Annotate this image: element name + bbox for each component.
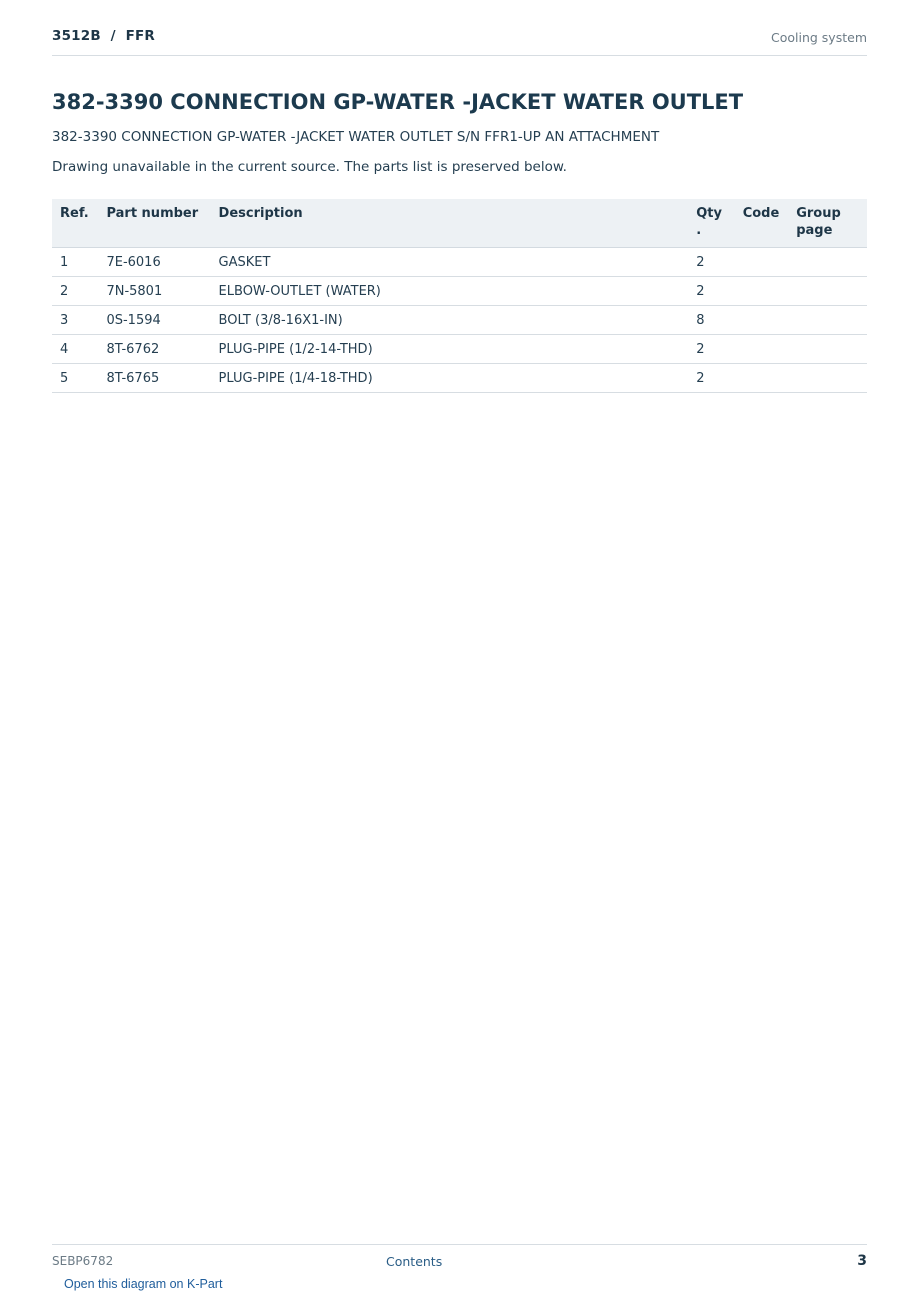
cell-qty: 2 [688,248,734,277]
table-row [52,335,867,364]
page-footer [52,1244,867,1301]
drawing-note: Drawing unavailable in the current source. The parts list is preserved below. [52,159,567,175]
cell-part-number: 0S-1594 [98,306,210,335]
contents-link[interactable]: Contents [386,1254,443,1269]
table-row [52,364,867,393]
cell-group-page [788,364,867,393]
cell-ref: 3 [52,306,98,335]
cell-qty: 2 [688,335,734,364]
page-title: 382-3390 CONNECTION GP-WATER -JACKET WATER OUTLET [52,90,744,114]
parts-table-body [52,248,867,393]
page-subtitle: 382-3390 CONNECTION GP-WATER -JACKET WATER OUTLET S/N FFR1-UP AN ATTACHMENT [52,129,660,145]
cell-group-page [788,248,867,277]
column-header-description: Description [211,199,689,248]
column-header-qty: Qty . [688,199,734,248]
breadcrumb: 3512B / FFR [52,28,156,44]
cell-group-page [788,335,867,364]
table-row [52,248,867,277]
cell-part-number: 8T-6762 [98,335,210,364]
cell-ref: 4 [52,335,98,364]
parts-table [52,199,867,393]
document-page [52,0,867,1300]
cell-qty: 2 [688,277,734,306]
cell-ref: 2 [52,277,98,306]
cell-code [735,335,789,364]
cell-part-number: 7N-5801 [98,277,210,306]
cell-description: BOLT (3/8-16X1-IN) [211,306,689,335]
cell-code [735,248,789,277]
open-kpart-link[interactable]: Open this diagram on K-Part [64,1277,223,1291]
table-row [52,277,867,306]
cell-group-page [788,277,867,306]
cell-code [735,277,789,306]
cell-qty: 2 [688,364,734,393]
cell-part-number: 8T-6765 [98,364,210,393]
cell-code [735,306,789,335]
column-header-ref: Ref. [52,199,98,248]
column-header-code: Code [735,199,789,248]
section-name: Cooling system [771,30,867,45]
page-header [52,28,867,56]
page-number: 3 [857,1253,867,1269]
parts-table-header [52,199,867,248]
cell-description: PLUG-PIPE (1/4-18-THD) [211,364,689,393]
table-row [52,306,867,335]
cell-ref: 5 [52,364,98,393]
cell-description: ELBOW-OUTLET (WATER) [211,277,689,306]
cell-qty: 8 [688,306,734,335]
column-header-part-number: Part number [98,199,210,248]
document-id: SEBP6782 [52,1254,114,1268]
column-header-group-page: Group page [788,199,867,248]
cell-code [735,364,789,393]
cell-ref: 1 [52,248,98,277]
cell-part-number: 7E-6016 [98,248,210,277]
cell-description: PLUG-PIPE (1/2-14-THD) [211,335,689,364]
header-row [52,199,867,248]
cell-description: GASKET [211,248,689,277]
cell-group-page [788,306,867,335]
